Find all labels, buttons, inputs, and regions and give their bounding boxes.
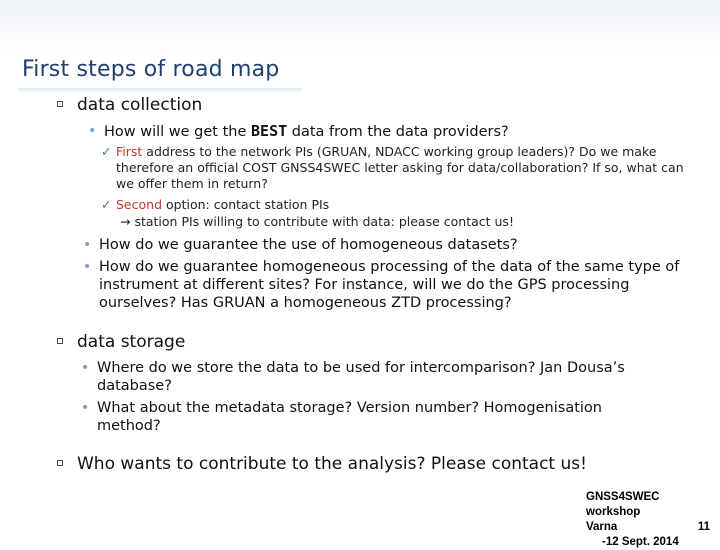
- dot-bullet-icon: •: [83, 259, 92, 275]
- question-data-store: • Where do we store the data to be used for intercomparison? Jan Dousa’s database?: [81, 360, 625, 394]
- bullet-data-storage: [77, 332, 185, 352]
- page-number: 11: [697, 521, 710, 533]
- dot-bullet-icon: •: [83, 237, 92, 253]
- second-keyword: Second: [116, 197, 163, 212]
- question-homogeneous-datasets: • How do we guarantee the use of homogeneous datasets?: [83, 237, 518, 253]
- footer-row: [586, 520, 710, 535]
- question-homogeneous-processing: • How do we guarantee homogeneous processing of the data of the same type of instrument at different sites? For instance, will we do the GPS processing ourselves? Has GRUAN a homogeneous ZTD processing?: [83, 259, 680, 311]
- footer-workshop: GNSS4SWEC workshop: [586, 491, 660, 518]
- option-second: ✓ Second option: contact station PIs: [101, 197, 330, 212]
- option-first: ✓ First address to the network PIs (GRUAN, NDACC working group leaders)? Do we make therefore an official COST GNSS4SWEC letter asking for data/collaboration? If so, what can we offer them in return?: [101, 144, 684, 191]
- slide-title: First steps of road map: [22, 57, 280, 82]
- footer-place: Varna: [586, 521, 618, 533]
- checkmark-icon: ✓: [101, 144, 112, 159]
- footer-date: -12 Sept. 2014: [602, 536, 679, 548]
- option-second-sub: → station PIs willing to contribute with data: please contact us!: [120, 214, 514, 229]
- section-label: data collection: [77, 95, 203, 115]
- checkmark-icon: ✓: [101, 197, 112, 212]
- section-label: Who wants to contribute to the analysis? Please contact us!: [77, 454, 587, 474]
- first-keyword: First: [116, 144, 143, 159]
- best-emphasis: BEST: [251, 122, 288, 140]
- square-bullet-icon: [57, 460, 63, 466]
- bullet-data-collection: [77, 95, 202, 115]
- question-best-data: • How will we get the BEST data from the data providers?: [88, 122, 509, 140]
- header-band: [0, 0, 720, 52]
- section-label: data storage: [77, 332, 186, 352]
- footer: [586, 490, 710, 550]
- dot-bullet-icon: •: [81, 400, 90, 416]
- question-metadata: • What about the metadata storage? Version number? Homogenisation method?: [81, 400, 602, 434]
- title-underline: [18, 88, 302, 93]
- square-bullet-icon: [57, 101, 63, 107]
- dot-bullet-icon: •: [81, 360, 90, 376]
- square-bullet-icon: [57, 338, 63, 344]
- dot-bullet-icon: •: [88, 123, 97, 139]
- bullet-contribute: [77, 454, 587, 474]
